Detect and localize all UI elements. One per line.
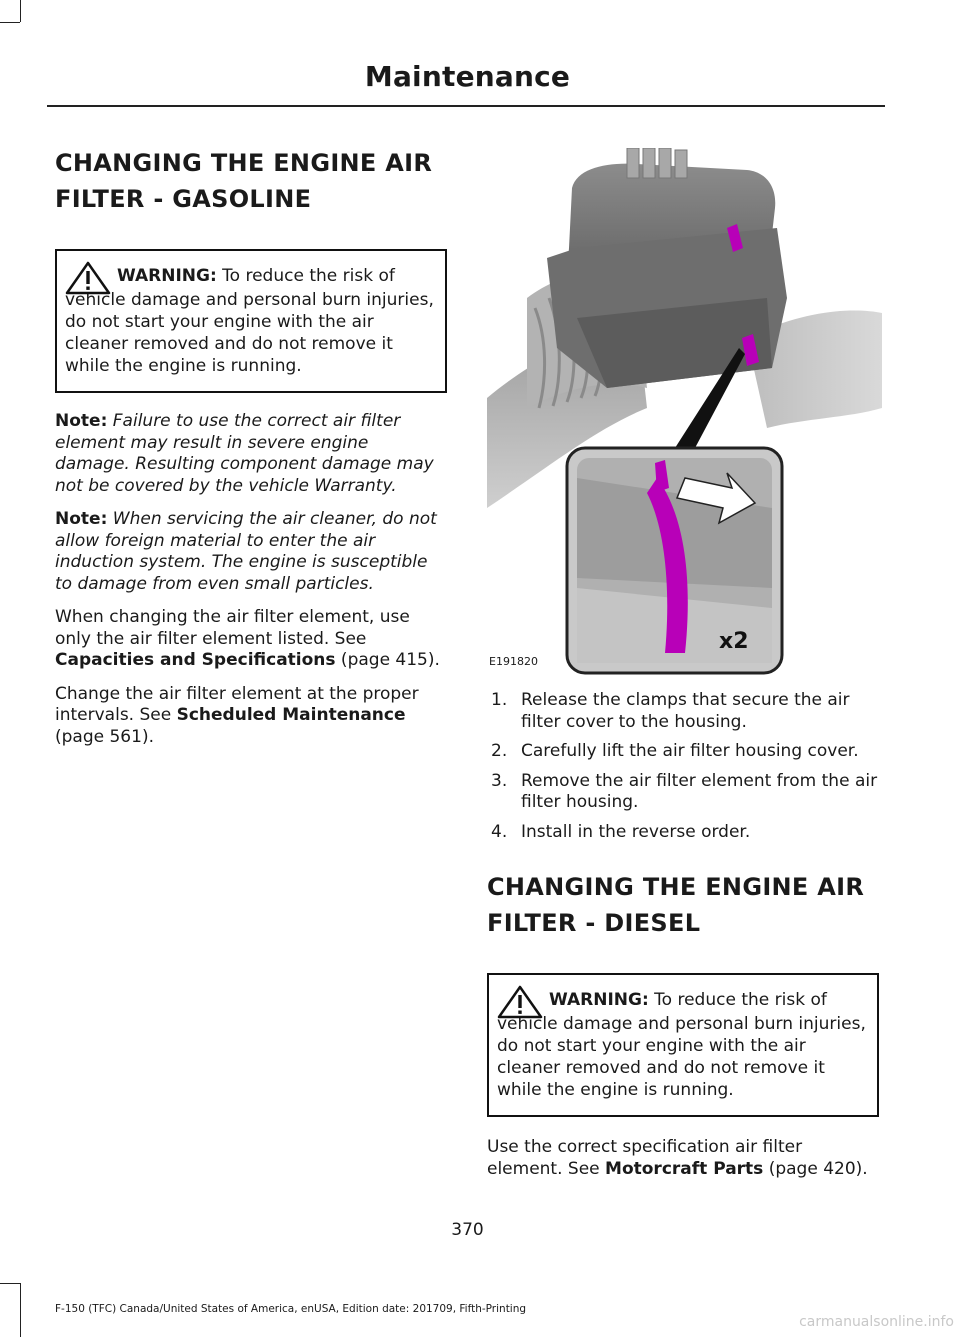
header-divider [47, 105, 885, 107]
warning-text: To reduce the risk of [216, 266, 395, 286]
right-column [487, 690, 879, 1180]
note-text: When servicing the air cleaner, do not allow foreign material to enter the air induction system. The engine is susceptible to damage from even small particles. [55, 509, 437, 594]
page-title: Maintenance [364, 60, 571, 93]
body-paragraph [55, 607, 447, 672]
body-text: (page 415). [335, 650, 440, 670]
step-number: 3. [491, 770, 508, 791]
body-text: When changing the air filter element, use only the air filter element listed. See [55, 607, 410, 649]
note-label: Note: [55, 411, 108, 431]
step-number: 1. [491, 690, 508, 710]
note-label: Note: [55, 509, 108, 529]
list-item [487, 690, 879, 733]
warning-text: vehicle damage and personal burn injuries, do not start your engine with the air cleaner removed and do not remove it while the engine is running. [65, 290, 434, 376]
section-title-gasoline [55, 145, 447, 217]
inset-quantity-label: x2 [719, 629, 749, 654]
list-item [487, 771, 879, 814]
step-text: Install in the reverse order. [521, 821, 751, 842]
crop-mark [0, 1283, 20, 1284]
step-text: Remove the air filter element from the air filter housing. [521, 770, 878, 812]
warning-box [55, 249, 447, 393]
step-number: 4. [491, 821, 508, 842]
warning-label: WARNING: [117, 266, 217, 286]
body-text: Use the correct specification air filter element. See [487, 1137, 803, 1179]
step-text: Release the clamps that secure the air filter cover to the housing. [521, 690, 850, 732]
note-paragraph [55, 411, 447, 497]
section-title-line: CHANGING THE ENGINE AIR [55, 149, 433, 177]
body-text: (page 420). [763, 1158, 868, 1179]
step-number: 2. [491, 741, 508, 761]
cross-reference-link[interactable]: Scheduled Maintenance [176, 705, 406, 725]
list-item [487, 741, 879, 763]
warning-text: To reduce the risk of [648, 990, 827, 1010]
steps-list [487, 690, 879, 843]
warning-triangle-icon [65, 261, 111, 295]
left-column [55, 145, 447, 748]
air-filter-illustration [487, 148, 882, 678]
cross-reference-link[interactable]: Capacities and Specifications [55, 650, 336, 670]
warning-triangle-icon [497, 985, 543, 1019]
body-text: Change the air filter element at the proper intervals. See [55, 683, 419, 725]
warning-text: vehicle damage and personal burn injuries, do not start your engine with the air cleaner removed and do not remove it while the engine is running. [497, 1014, 866, 1100]
warning-box [487, 973, 879, 1117]
body-paragraph [55, 684, 447, 749]
page-number: 370 [451, 1220, 484, 1240]
warning-label: WARNING: [549, 990, 649, 1010]
body-text: (page 561). [55, 726, 154, 747]
note-paragraph [55, 509, 447, 595]
crop-mark [20, 1283, 21, 1337]
section-title-line: FILTER - GASOLINE [55, 185, 312, 213]
figure-code: E191820 [489, 655, 538, 668]
cross-reference-link[interactable]: Motorcraft Parts [605, 1158, 764, 1179]
crop-mark [20, 0, 21, 22]
watermark: carmanualsonline.info [799, 1314, 954, 1330]
note-text: Failure to use the correct air filter element may result in severe engine damage. Resulting component damage may not be covered by the vehicle Warranty. [55, 411, 434, 496]
section-title-diesel [487, 869, 879, 941]
crop-mark [0, 22, 20, 23]
footer-edition-info: F-150 (TFC) Canada/United States of America, enUSA, Edition date: 201709, Fifth-Printing [55, 1303, 527, 1315]
body-paragraph [487, 1137, 879, 1180]
section-title-line: FILTER - DIESEL [487, 909, 701, 937]
step-text: Carefully lift the air filter housing cover. [521, 741, 859, 761]
list-item [487, 822, 879, 844]
section-title-line: CHANGING THE ENGINE AIR [487, 873, 865, 901]
